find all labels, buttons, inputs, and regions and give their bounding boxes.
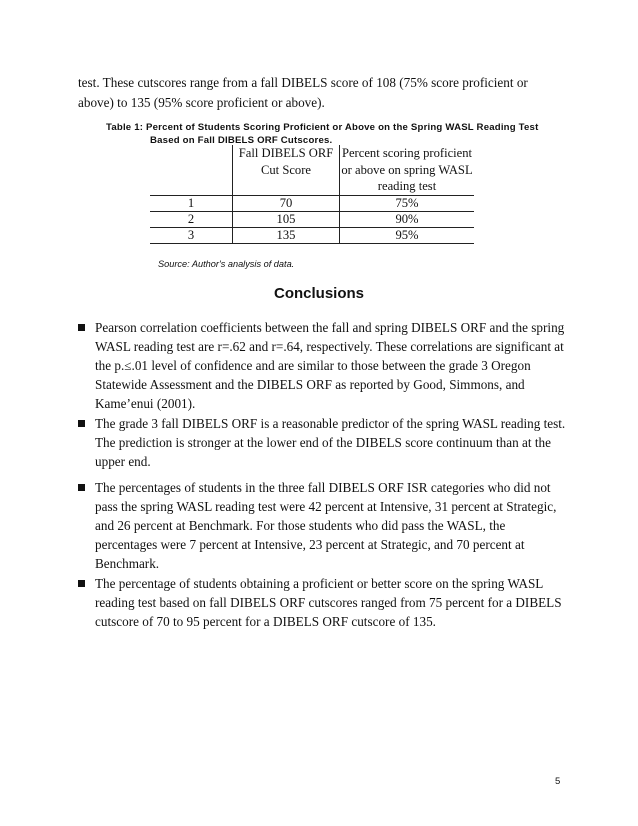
results-table [150,145,474,244]
cell-row-number: 1 [150,195,233,211]
cell-cut-score: 70 [233,195,340,211]
cell-percent: 90% [340,211,475,227]
intro-paragraph: test. These cutscores range from a fall DIBELS score of 108 (75% score proficient or above) to 135 (95% score proficient or above). [78,75,528,110]
bullet-text: The grade 3 fall DIBELS ORF is a reasonable predictor of the spring WASL reading test. The prediction is stronger at the lower end of the DIBELS score continuum than at the upper end. [95,416,566,469]
square-bullet-icon [78,580,85,587]
table-row [150,227,474,243]
bullet-text: The percentage of students obtaining a proficient or better score on the spring WASL reading test based on fall DIBELS ORF cutscores ranged from 75 percent for a DIBELS cutscore of 70 to 95 percent for a DIBELS ORF cutscore of 135. [95,576,562,629]
table-source-note: Source: Author's analysis of data. [158,259,295,269]
bullet-text: Pearson correlation coefficients between the fall and spring DIBELS ORF and the spring WASL reading test are r=.62 and r=.64, respectively. These correlations are significant at the p.≤.01 level of confidence and are similar to those between the grade 3 Oregon Statewide Assessment and the DIBELS ORF as reported by Good, Simmons, and Kame’enui (2001). [95,320,565,411]
table-caption-line-2: Based on Fall DIBELS ORF Cutscores. [150,135,333,146]
bullet-item [78,414,568,471]
cell-cut-score: 105 [233,211,340,227]
table-row [150,195,474,211]
section-heading: Conclusions [273,285,364,302]
cell-cut-score: 135 [233,227,340,243]
square-bullet-icon [78,324,85,331]
cell-row-number: 3 [150,227,233,243]
header-row-number [150,145,233,195]
header-percent-proficient: Percent scoring proficient or above on spring WASL reading test [341,146,473,193]
bullet-item [78,478,568,573]
header-cut-score: Fall DIBELS ORF Cut Score [233,145,340,195]
bullet-item [78,318,568,413]
cell-percent: 95% [340,227,475,243]
page-number: 5 [555,776,561,787]
table-header-row [150,145,474,195]
table-row [150,211,474,227]
cell-row-number: 2 [150,211,233,227]
bullet-item [78,574,568,631]
square-bullet-icon [78,420,85,427]
cell-percent: 75% [340,195,475,211]
square-bullet-icon [78,484,85,491]
bullet-text: The percentages of students in the three fall DIBELS ORF ISR categories who did not pass the spring WASL reading test were 42 percent at Intensive, 31 percent at Strategic, and 26 percent at Benchmark. For those students who did pass the WASL, the percentages were 7 percent at Intensive, 23 percent at Strategic, and 70 percent at Benchmark. [95,480,557,571]
table-caption-line-1: Table 1: Percent of Students Scoring Proficient or Above on the Spring WASL Reading Test [106,122,539,133]
table-caption [106,121,556,147]
